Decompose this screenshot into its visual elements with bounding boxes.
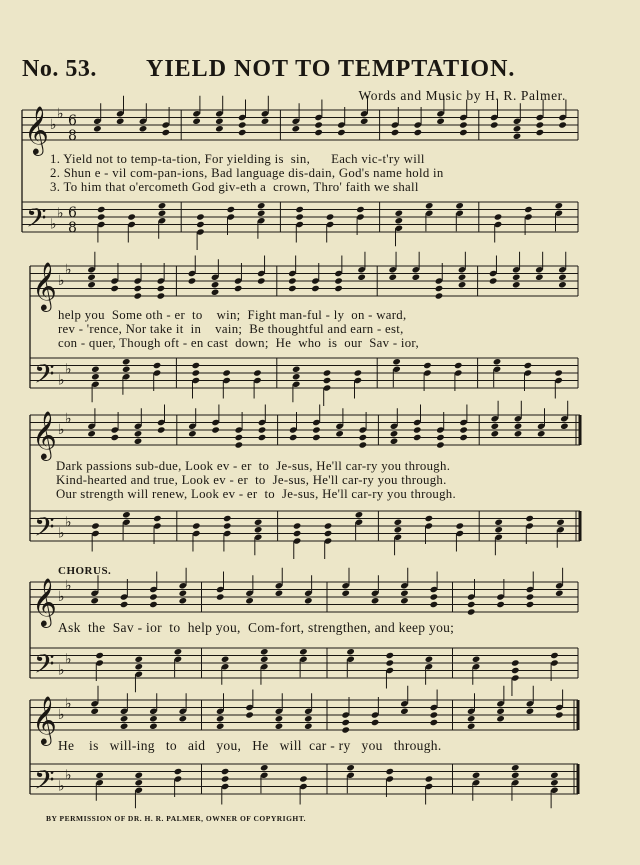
note-head	[254, 519, 263, 526]
flat-sign-icon: ♭	[58, 707, 65, 723]
note-head	[400, 590, 409, 597]
note-head	[304, 723, 313, 730]
note-head	[254, 526, 263, 533]
note-head	[395, 217, 404, 224]
bass-clef-icon: 𝄢	[34, 358, 55, 396]
note-head	[371, 719, 380, 726]
note-head	[134, 438, 143, 445]
note-head	[196, 213, 205, 220]
note-head	[334, 285, 343, 292]
note-head	[413, 434, 422, 441]
note-head	[196, 221, 205, 228]
note-head	[391, 129, 400, 136]
note-head	[491, 430, 500, 437]
note-head	[257, 202, 266, 209]
note-head	[234, 285, 243, 292]
note-head	[430, 601, 439, 608]
flat-sign-icon: ♭	[58, 662, 65, 679]
note-head	[223, 522, 232, 529]
note-head	[430, 719, 439, 726]
note-head	[111, 434, 120, 441]
flat-sign-icon: ♭	[65, 767, 72, 784]
note-head	[260, 648, 269, 655]
note-head	[425, 775, 434, 782]
note-head	[192, 362, 201, 369]
note-head	[388, 274, 397, 281]
note-head	[494, 213, 503, 220]
flat-sign-icon: ♭	[65, 695, 72, 712]
flat-sign-icon: ♭	[57, 105, 64, 122]
note-head	[120, 723, 129, 730]
note-head	[526, 708, 535, 715]
note-head	[550, 772, 559, 779]
note-head	[221, 775, 230, 782]
treble-clef-icon: 𝄞	[24, 105, 49, 154]
note-head	[496, 715, 505, 722]
note-head	[260, 656, 269, 663]
note-head	[550, 779, 559, 786]
note-head	[127, 213, 136, 220]
note-head	[158, 210, 167, 217]
note-head	[133, 285, 142, 292]
note-head	[149, 723, 158, 730]
flat-sign-icon: ♭	[65, 577, 72, 594]
note-head	[555, 711, 564, 718]
chorus-lyric-line: Ask the Sav - ior to help you, Com-fort, strengthen, and keep you;	[58, 620, 455, 635]
note-head	[221, 768, 230, 775]
note-head	[134, 430, 143, 437]
note-head	[153, 515, 162, 522]
note-head	[390, 430, 399, 437]
note-head	[157, 292, 166, 299]
time-signature: 8	[68, 128, 77, 144]
note-head	[97, 206, 106, 213]
note-head	[360, 118, 369, 125]
note-head	[120, 715, 129, 722]
note-head	[238, 121, 247, 128]
note-head	[149, 601, 158, 608]
verse-line-1: 1. Yield not to temp-ta-tion, For yielding is sin, Each vic-t'ry will	[50, 152, 425, 166]
note-head	[261, 118, 270, 125]
note-head	[554, 369, 563, 376]
note-head	[385, 768, 394, 775]
flat-sign-icon: ♭	[58, 778, 65, 795]
note-head	[472, 656, 481, 663]
note-head	[425, 202, 434, 209]
note-head	[312, 426, 321, 433]
note-head	[133, 292, 142, 299]
note-head	[537, 430, 546, 437]
note-head	[490, 121, 499, 128]
composer-credit: Words and Music by H. R. Palmer.	[358, 88, 566, 103]
note-head	[458, 281, 467, 288]
note-head	[157, 285, 166, 292]
treble-clef-icon: 𝄞	[32, 577, 57, 626]
note-head	[299, 775, 308, 782]
note-head	[489, 277, 498, 284]
note-head	[90, 708, 99, 715]
bass-clef-icon: 𝄢	[34, 764, 55, 802]
note-head	[511, 764, 520, 771]
note-head	[354, 369, 363, 376]
note-head	[494, 526, 503, 533]
note-head	[558, 121, 567, 128]
flat-sign-icon: ♭	[50, 216, 57, 233]
note-head	[414, 129, 423, 136]
note-head	[371, 597, 380, 604]
flat-sign-icon: ♭	[65, 514, 72, 531]
note-head	[514, 423, 523, 430]
note-head	[149, 715, 158, 722]
note-head	[467, 601, 476, 608]
note-head	[467, 608, 476, 615]
note-head	[216, 723, 225, 730]
verse-line-3: Our strength will renew, Look ev - er to Je-sus, He'll car-ry you through.	[56, 487, 457, 501]
note-head	[513, 133, 522, 140]
copyright-footer: BY PERMISSION OF DR. H. R. PALMER, OWNER OF COPYRIGHT.	[46, 814, 307, 823]
note-head	[91, 366, 100, 373]
note-head	[359, 434, 368, 441]
note-head	[260, 764, 269, 771]
note-head	[122, 358, 131, 365]
note-head	[293, 522, 302, 529]
verse-line-2: Kind-hearted and true, Look ev - er to Je-sus, He'll car-ry you through.	[56, 473, 447, 487]
bass-clef-icon: 𝄢	[34, 511, 55, 549]
note-head	[400, 708, 409, 715]
note-head	[511, 667, 520, 674]
note-head	[335, 430, 344, 437]
note-head	[134, 772, 143, 779]
note-head	[222, 369, 231, 376]
note-head	[555, 590, 564, 597]
flat-sign-icon: ♭	[58, 422, 65, 438]
note-head	[188, 430, 197, 437]
note-head	[179, 715, 188, 722]
note-head	[524, 206, 533, 213]
note-head	[174, 648, 183, 655]
treble-clef-icon: 𝄞	[32, 695, 57, 744]
note-head	[454, 362, 463, 369]
note-head	[511, 659, 520, 666]
note-head	[299, 648, 308, 655]
note-head	[412, 274, 421, 281]
note-head	[355, 511, 364, 518]
note-head	[459, 129, 468, 136]
note-head	[211, 281, 220, 288]
treble-clef-icon: 𝄞	[32, 410, 57, 459]
note-head	[312, 434, 321, 441]
flat-sign-icon: ♭	[58, 525, 65, 542]
note-head	[292, 373, 301, 380]
note-head	[459, 121, 468, 128]
bass-clef-icon: 𝄢	[26, 202, 47, 240]
note-head	[324, 522, 333, 529]
note-head	[555, 202, 564, 209]
hymn-title: YIELD NOT TO TEMPTATION.	[146, 56, 516, 82]
note-head	[116, 118, 125, 125]
note-head	[153, 362, 162, 369]
note-head	[157, 426, 166, 433]
note-head	[216, 715, 225, 722]
note-head	[560, 423, 569, 430]
note-head	[472, 772, 481, 779]
note-head	[459, 434, 468, 441]
note-head	[90, 597, 99, 604]
note-head	[394, 526, 403, 533]
note-head	[341, 726, 350, 733]
note-head	[253, 369, 262, 376]
note-head	[134, 663, 143, 670]
flat-sign-icon: ♭	[65, 651, 72, 668]
note-head	[395, 210, 404, 217]
note-head	[467, 723, 476, 730]
note-head	[512, 274, 521, 281]
note-head	[526, 601, 535, 608]
note-head	[87, 274, 96, 281]
note-head	[493, 358, 502, 365]
note-head	[275, 590, 284, 597]
note-head	[192, 118, 201, 125]
note-head	[95, 652, 104, 659]
note-head	[455, 202, 464, 209]
note-head	[289, 434, 298, 441]
note-head	[235, 441, 244, 448]
treble-clef-icon: 𝄞	[32, 261, 57, 310]
note-head	[120, 601, 129, 608]
note-head	[295, 206, 304, 213]
note-head	[215, 125, 224, 132]
bass-clef-icon: 𝄢	[34, 648, 55, 686]
note-head	[179, 597, 188, 604]
note-head	[295, 213, 304, 220]
note-head	[558, 281, 567, 288]
note-head	[258, 426, 267, 433]
note-head	[512, 281, 521, 288]
note-head	[425, 515, 434, 522]
note-head	[430, 711, 439, 718]
time-signature: 6	[68, 205, 77, 221]
note-head	[134, 656, 143, 663]
note-head	[526, 593, 535, 600]
note-head	[337, 129, 346, 136]
flat-sign-icon: ♭	[50, 117, 57, 133]
note-head	[514, 430, 523, 437]
note-head	[346, 764, 355, 771]
note-head	[122, 366, 131, 373]
chorus-lyric-line: He is will-ing to aid you, He will car - ry you through.	[58, 738, 442, 753]
note-head	[467, 715, 476, 722]
note-head	[235, 434, 244, 441]
time-signature: 8	[68, 220, 77, 236]
note-head	[304, 597, 313, 604]
flat-sign-icon: ♭	[58, 372, 65, 389]
note-head	[535, 274, 544, 281]
note-head	[385, 652, 394, 659]
note-head	[392, 358, 401, 365]
note-head	[341, 719, 350, 726]
note-head	[496, 708, 505, 715]
note-head	[174, 768, 183, 775]
note-head	[192, 369, 201, 376]
note-head	[221, 656, 230, 663]
note-head	[275, 723, 284, 730]
note-head	[304, 715, 313, 722]
note-head	[385, 659, 394, 666]
note-head	[459, 426, 468, 433]
note-head	[491, 423, 500, 430]
flat-sign-icon: ♭	[65, 361, 72, 378]
note-head	[311, 285, 320, 292]
note-head	[341, 590, 350, 597]
note-head	[223, 515, 232, 522]
note-head	[97, 213, 106, 220]
note-head	[413, 426, 422, 433]
note-head	[288, 277, 297, 284]
verse-line-2: rev - 'rence, Nor take it in vain; Be thoughtful and earn - est,	[58, 322, 404, 336]
note-head	[149, 593, 158, 600]
flat-sign-icon: ♭	[57, 205, 64, 222]
note-head	[91, 373, 100, 380]
note-head	[293, 530, 302, 537]
note-head	[292, 366, 301, 373]
note-head	[292, 125, 301, 132]
verse-line-1: Dark passions sub-due, Look ev - er to Je-sus, He'll car-ry you through.	[56, 459, 451, 473]
note-head	[455, 522, 464, 529]
note-head	[211, 289, 220, 296]
note-head	[257, 210, 266, 217]
note-head	[550, 652, 559, 659]
note-head	[110, 285, 119, 292]
time-signature: 6	[68, 113, 77, 129]
note-head	[134, 779, 143, 786]
note-head	[215, 118, 224, 125]
flat-sign-icon: ♭	[65, 261, 72, 278]
note-head	[122, 511, 131, 518]
note-head	[91, 522, 100, 529]
note-head	[513, 125, 522, 132]
hymn-number: No. 53.	[22, 56, 97, 82]
chorus-label: CHORUS.	[58, 565, 112, 577]
note-head	[458, 274, 467, 281]
note-head	[524, 362, 533, 369]
verse-line-1: help you Some oth - er to win; Fight man-ful - ly on - ward,	[58, 308, 407, 322]
note-head	[436, 441, 445, 448]
note-head	[314, 129, 323, 136]
note-head	[359, 441, 368, 448]
note-head	[435, 292, 444, 299]
note-head	[188, 277, 197, 284]
note-head	[525, 515, 534, 522]
note-head	[93, 125, 102, 132]
note-head	[211, 426, 220, 433]
note-head	[323, 369, 332, 376]
note-head	[425, 656, 434, 663]
note-head	[288, 285, 297, 292]
flat-sign-icon: ♭	[58, 273, 65, 289]
verse-line-3: con - quer, Though oft - en cast down; He who is our Sav - ior,	[58, 336, 419, 350]
note-head	[326, 213, 335, 220]
note-head	[87, 281, 96, 288]
verse-line-2: 2. Shun e - vil com-pan-ions, Bad language dis-dain, God's name hold in	[50, 166, 444, 180]
note-head	[245, 597, 254, 604]
note-head	[346, 648, 355, 655]
note-head	[400, 597, 409, 604]
note-head	[95, 772, 104, 779]
note-head	[356, 206, 365, 213]
note-head	[430, 593, 439, 600]
note-head	[436, 118, 445, 125]
note-head	[258, 434, 267, 441]
verse-line-3: 3. To him that o'ercometh God giv-eth a crown, Thro' faith we shall	[50, 180, 419, 194]
note-head	[139, 125, 148, 132]
note-head	[227, 206, 236, 213]
note-head	[536, 129, 545, 136]
note-head	[179, 590, 188, 597]
note-head	[216, 593, 225, 600]
note-head	[494, 519, 503, 526]
note-head	[435, 285, 444, 292]
note-head	[556, 519, 565, 526]
note-head	[275, 715, 284, 722]
note-head	[423, 362, 432, 369]
note-head	[511, 772, 520, 779]
note-head	[245, 711, 254, 718]
note-head	[192, 522, 201, 529]
note-head	[238, 129, 247, 136]
note-head	[158, 202, 167, 209]
note-head	[324, 530, 333, 537]
note-head	[87, 430, 96, 437]
note-head	[314, 121, 323, 128]
note-head	[394, 519, 403, 526]
note-head	[496, 601, 505, 608]
note-head	[390, 438, 399, 445]
note-head	[257, 277, 266, 284]
note-head	[334, 277, 343, 284]
note-head	[558, 274, 567, 281]
note-head	[323, 377, 332, 384]
note-head	[162, 129, 171, 136]
flat-sign-icon: ♭	[65, 410, 72, 427]
note-head	[536, 121, 545, 128]
note-head	[436, 434, 445, 441]
flat-sign-icon: ♭	[58, 589, 65, 605]
note-head	[357, 274, 366, 281]
